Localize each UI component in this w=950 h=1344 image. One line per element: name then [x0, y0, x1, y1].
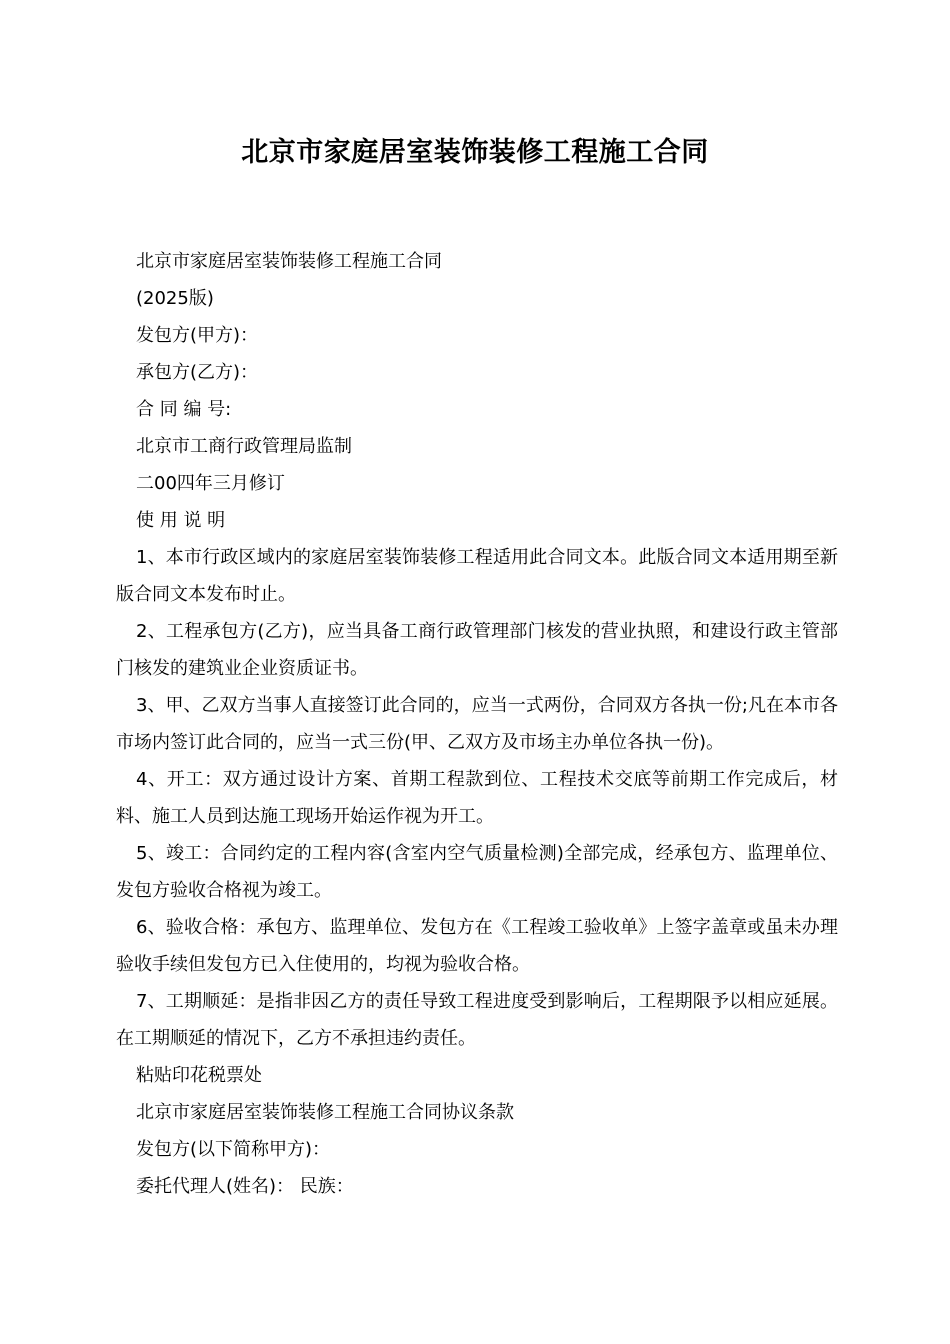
- paragraph-item-3: 3、甲、乙双方当事人直接签订此合同的，应当一式两份，合同双方各执一份;凡在本市各市场内签订此合同的，应当一式三份(甲、乙双方及市场主办单位各执一份)。: [116, 695, 838, 753]
- paragraph-item-7: 7、工期顺延：是指非因乙方的责任导致工程进度受到影响后，工程期限予以相应延展。在工期顺延的情况下，乙方不承担违约责任。: [116, 991, 838, 1049]
- paragraph-revision-date: 二00四年三月修订: [136, 473, 285, 494]
- document-body: [116, 243, 838, 1205]
- paragraph-item-6: 6、验收合格：承包方、监理单位、发包方在《工程竣工验收单》上签字盖章或虽未办理验收手续但发包方已入住使用的，均视为验收合格。: [116, 917, 838, 975]
- paragraph-item-2: 2、工程承包方(乙方)，应当具备工商行政管理部门核发的营业执照，和建设行政主管部门核发的建筑业企业资质证书。: [116, 621, 838, 679]
- paragraph-usage-heading: 使 用 说 明: [136, 510, 226, 531]
- paragraph-party-b: 承包方(乙方)：: [136, 362, 259, 383]
- paragraph-item-5: 5、竣工：合同约定的工程内容(含室内空气质量检测)全部完成，经承包方、监理单位、发包方验收合格视为竣工。: [116, 843, 838, 901]
- paragraph-contract-number: 合 同 编 号:: [136, 399, 232, 420]
- paragraph-item-4: 4、开工：双方通过设计方案、首期工程款到位、工程技术交底等前期工作完成后，材料、施工人员到达施工现场开始运作视为开工。: [116, 769, 838, 827]
- paragraph-employer: 发包方(以下简称甲方)：: [136, 1139, 331, 1160]
- paragraph-version: (2025版): [136, 288, 214, 309]
- paragraph-agreement-title: 北京市家庭居室装饰装修工程施工合同协议条款: [136, 1102, 514, 1123]
- paragraph-stamp-area: 粘贴印花税票处: [136, 1065, 262, 1086]
- paragraph-item-1: 1、本市行政区域内的家庭居室装饰装修工程适用此合同文本。此版合同文本适用期至新版合同文本发布时止。: [116, 547, 838, 605]
- paragraph-agent: 委托代理人(姓名)： 民族：: [136, 1176, 354, 1197]
- document-title: 北京市家庭居室装饰装修工程施工合同: [241, 137, 709, 168]
- paragraph-subtitle: 北京市家庭居室装饰装修工程施工合同: [136, 251, 442, 272]
- paragraph-party-a: 发包方(甲方)：: [136, 325, 259, 346]
- paragraph-supervisor: 北京市工商行政管理局监制: [136, 436, 352, 457]
